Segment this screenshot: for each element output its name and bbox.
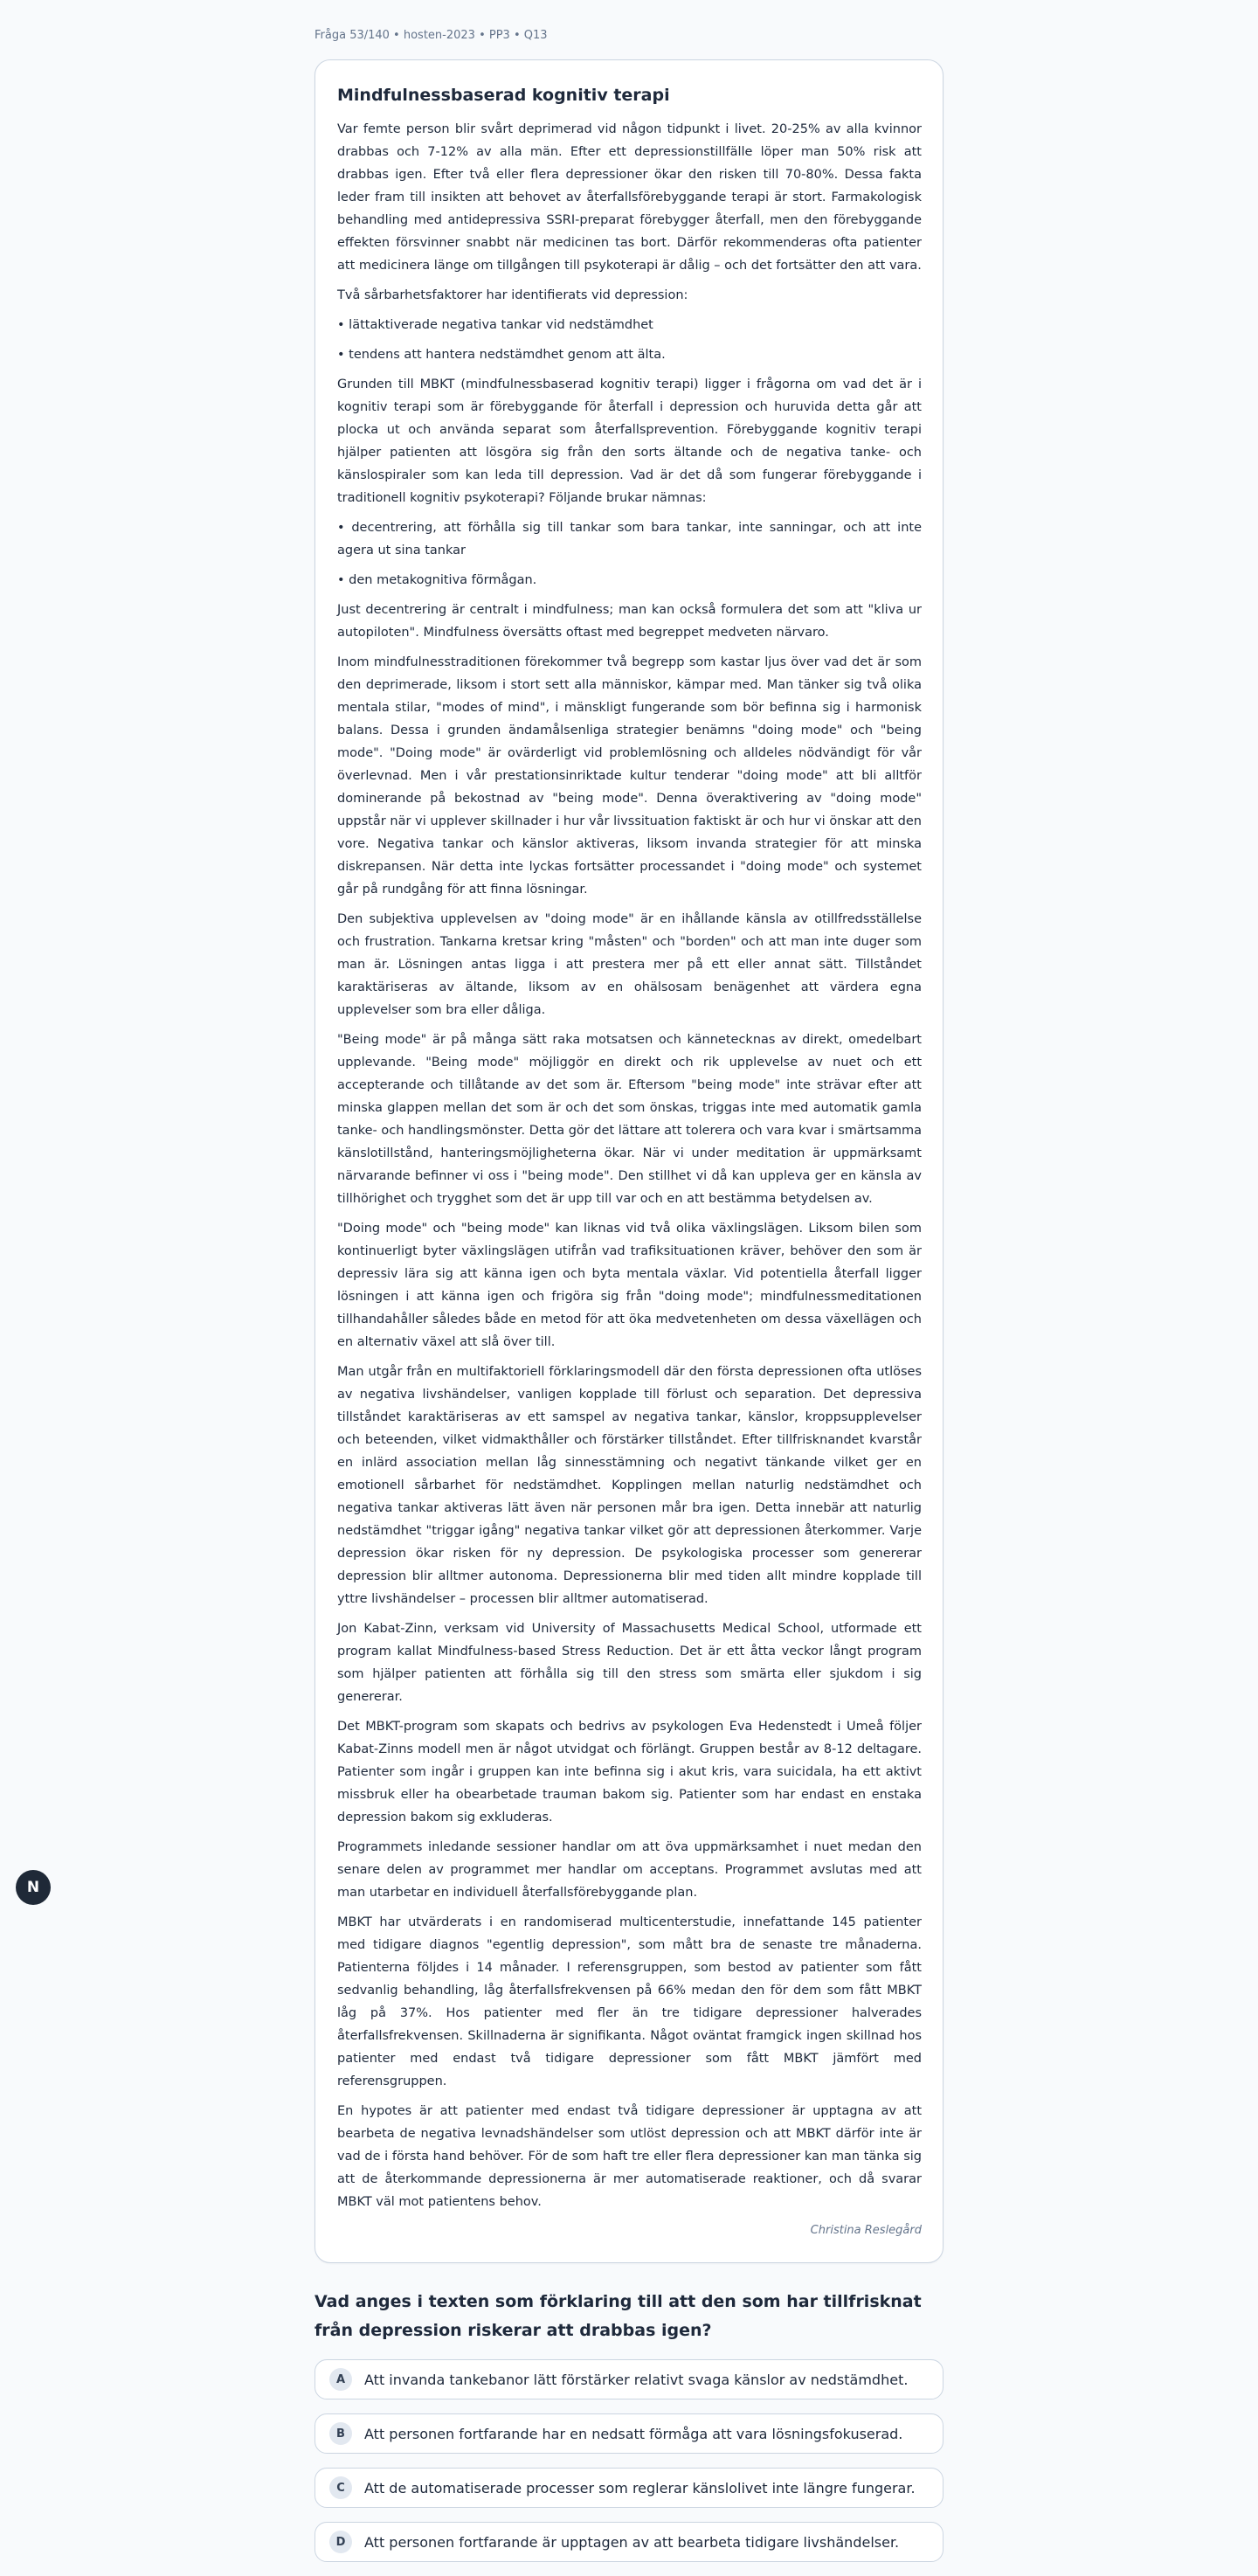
article-bullet: • den metakognitiva förmågan. [337,573,537,587]
article-paragraph: Det MBKT-program som skapats och bedrivs av psykologen Eva Hedenstedt i Umeå följer Kabat-Zinns modell men är något utvidgat och förlängt. Gruppen består av 8-12 deltagare. Patienter som ingår i gruppen kan inte befinna sig i akut kris, vara suicidala, ha ett aktivt missbruk eller ha obearbetade trauman bakom sig. Patienter som har endast en enstaka depression bakom sig exkluderas. [337,1720,922,1825]
article-card [314,59,944,2263]
answer-options [314,2359,944,2562]
breadcrumb: Fråga 53/140 • hosten-2023 • PP3 • Q13 [314,29,548,42]
page-container [314,0,944,2576]
article-paragraph: Den subjektiva upplevelsen av "doing mode" är en ihållande känsla av otillfredsställelse och frustration. Tankarna kretsar kring "måsten" och "borden" och att man inte duger som man är. Lösningen antas ligga i att prestera mer på ett eller annat sätt. Tillståndet karaktäriseras av ältande, liksom av en ohälsosam benägenhet att värdera egna upplevelser som bra eller dåliga. [337,912,922,1017]
article-paragraph: Var femte person blir svårt deprimerad vid någon tidpunkt i livet. 20-25% av alla kvinnor drabbas och 7-12% av alla män. Efter ett depressionstillfälle löper man 50% risk att drabbas igen. Efter två eller flera depressioner ökar den risken till 70-80%. Dessa fakta leder fram till insikten att behovet av återfallsförebyggande terapi är stort. Farmakologisk behandling med antidepressiva SSRI-preparat förebygger återfall, men den förebyggande effekten försvinner snabbt när medicinen tas bort. Därför rekommenderas ofta patienter att medicinera länge om tillgången till psykoterapi är dålig – och det fortsätter den att vara. [337,122,922,273]
article-paragraph: Jon Kabat-Zinn, verksam vid University of Massachusetts Medical School, utformade ett program kallat Mindfulness-based Stress Reduction. Det är ett åtta veckor långt program som hjälper patienten att förhålla sig till den stress som smärta eller sjukdom i sig genererar. [337,1622,922,1704]
article-title: Mindfulnessbaserad kognitiv terapi [337,86,670,105]
article-bullet: • lättaktiverade negativa tankar vid nedstämdhet [337,318,653,332]
option-letter-badge: D [329,2531,352,2553]
article-paragraph: Programmets inledande sessioner handlar om att öva uppmärksamhet i nuet medan den senare delen av programmet mer handlar om acceptans. Programmet avslutas med att man utarbetar en individuell återfallsförebyggande plan. [337,1840,922,1900]
article-paragraph: "Being mode" är på många sätt raka motsatsen och kännetecknas av direkt, omedelbart upplevande. "Being mode" möjliggör en direkt och rik upplevelse av nuet och ett accepterande och tillåtande av det som är. Eftersom "being mode" inte strävar efter att minska glappen mellan det som är och det som önskas, triggas inte med automatik gamla tanke- och handlingsmönster. Detta gör det lättare att tolerera och vara kvar i smärtsamma känslotillstånd, hanteringsmöjligheterna ökar. När vi under meditation är uppmärksamt närvarande befinner vi oss i "being mode". Den stillhet vi då kan uppleva ger en känsla av tillhörighet och trygghet som det är upp till var och en att bestämma betydelsen av. [337,1033,922,1206]
option-text: Att personen fortfarande har en nedsatt förmåga att vara lösningsfokuserad. [364,2425,903,2442]
article-paragraph: Två sårbarhetsfaktorer har identifierats vid depression: [337,288,688,302]
option-text: Att invanda tankebanor lätt förstärker relativt svaga känslor av nedstämdhet. [364,2371,909,2388]
option-text: Att personen fortfarande är upptagen av att bearbeta tidigare livshändelser. [364,2533,900,2551]
floating-action-button[interactable] [16,1870,51,1905]
article-paragraph: Grunden till MBKT (mindfulnessbaserad kognitiv terapi) ligger i frågorna om vad det är i kognitiv terapi som är förebyggande för återfall i depression och huruvida detta går att plocka ut och använda separat som återfallsprevention. Förebyggande kognitiv terapi hjälper patienten att lösgöra sig från den sorts ältande och de negativa tanke- och känslospiraler som kan leda till depression. Vad är det då som fungerar förebyggande i traditionell kognitiv psykoterapi? Följande brukar nämnas: [337,377,922,505]
n-logo-icon: N [26,1879,40,1896]
answer-option-a[interactable] [314,2359,944,2399]
article-paragraph: Just decentrering är centralt i mindfulness; man kan också formulera det som att "kliva ur autopiloten". Mindfulness översätts oftast med begreppet medveten närvaro. [337,603,922,640]
article-bullet: • decentrering, att förhålla sig till tankar som bara tankar, inte sanningar, och att inte agera ut sina tankar [337,521,922,557]
question-text: Vad anges i texten som förklaring till att den som har tillfrisknat från depression riskerar att drabbas igen? [314,2292,922,2340]
option-letter-badge: A [329,2368,352,2391]
option-letter-badge: B [329,2422,352,2445]
article-paragraph: MBKT har utvärderats i en randomiserad multicenterstudie, innefattande 145 patienter med tidigare diagnos "egentlig depression", som mått bra de senaste tre månaderna. Patienterna följdes i 14 månader. I referensgruppen, som bestod av patienter som fått sedvanlig behandling, låg återfallsfrekvensen på 66% medan den för dem som fått MBKT låg på 37%. Hos patienter med fler än tre tidigare depressioner halverades återfallsfrekvensen. Skillnaderna är signifikanta. Något oväntat framgick ingen skillnad hos patienter med endast två tidigare depressioner som fått MBKT jämfört med referensgruppen. [337,1915,922,2088]
answer-option-c[interactable] [314,2468,944,2508]
answer-option-b[interactable] [314,2413,944,2454]
article-paragraph: En hypotes är att patienter med endast två tidigare depressioner är upptagna av att bearbeta de negativa levnadshändelser som utlöst depression och att MBKT därför inte är vad de i första hand behöver. För de som haft tre eller flera depressioner kan man tänka sig att de återkommande depressionerna är mer automatiserade reaktioner, och då svarar MBKT väl mot patientens behov. [337,2104,922,2209]
article-bullet: • tendens att hantera nedstämdhet genom att älta. [337,348,666,362]
article-paragraph: Inom mindfulnesstraditionen förekommer två begrepp som kastar ljus över vad det är som den deprimerade, liksom i stort sett alla människor, kämpar med. Man tänker sig två olika mentala stilar, "modes of mind", i mänskligt fungerande som bör befinna sig i harmonisk balans. Dessa i grunden ändamålsenliga strategier benämns "doing mode" och "being mode". "Doing mode" är ovärderligt vid problemlösning och alldeles nödvändigt för vår överlevnad. Men i vår prestationsinriktade kultur tenderar "doing mode" att bli alltför dominerande på bekostnad av "being mode". Denna överaktivering av "doing mode" uppstår när vi upplever skillnader i hur vår livssituation faktiskt är och hur vi önskar att den vore. Negativa tankar och känslor aktiveras, liksom invanda strategier för att minska diskrepansen. När detta inte lyckas fortsätter processandet i "doing mode" och systemet går på rundgång för att finna lösningar. [337,655,922,897]
option-letter-badge: C [329,2476,352,2499]
article-author: Christina Reslegård [810,2224,922,2237]
article-paragraph: Man utgår från en multifaktoriell förklaringsmodell där den första depressionen ofta utlöses av negativa livshändelser, vanligen kopplade till förlust och separation. Det depressiva tillståndet karaktäriseras av ett samspel av negativa tankar, känslor, kroppsupplevelser och beteenden, vilket vidmakthåller och förstärker tillståndet. Efter tillfrisknandet kvarstår en inlärd association mellan låg sinnesstämning och negativt tänkande vilket ger en emotionell sårbarhet för nedstämdhet. Kopplingen mellan naturlig nedstämdhet och negativa tankar aktiveras lätt även när personen mår bra igen. Detta innebär att naturlig nedstämdhet "triggar igång" negativa tankar vilket gör att depressionen återkommer. Varje depression ökar risken för ny depression. De psykologiska processer som genererar depression blir alltmer autonoma. Depressionerna blir med tiden allt mindre kopplade till yttre livshändelser – processen blir alltmer automatiserad. [337,1365,922,1606]
option-text: Att de automatiserade processer som reglerar känslolivet inte längre fungerar. [364,2479,916,2496]
article-paragraph: "Doing mode" och "being mode" kan liknas vid två olika växlingslägen. Liksom bilen som kontinuerligt byter växlingslägen utifrån vad trafiksituationen kräver, behöver den som är depressiv lära sig att känna igen och byta mentala växlar. Vid potentiella återfall ligger lösningen i att känna igen och frigöra sig från "doing mode"; mindfulnessmeditationen tillhandahåller således både en metod för att öka medvetenheten om dessa växellägen och en alternativ växel att slå över till. [337,1222,922,1349]
answer-option-d[interactable] [314,2522,944,2562]
